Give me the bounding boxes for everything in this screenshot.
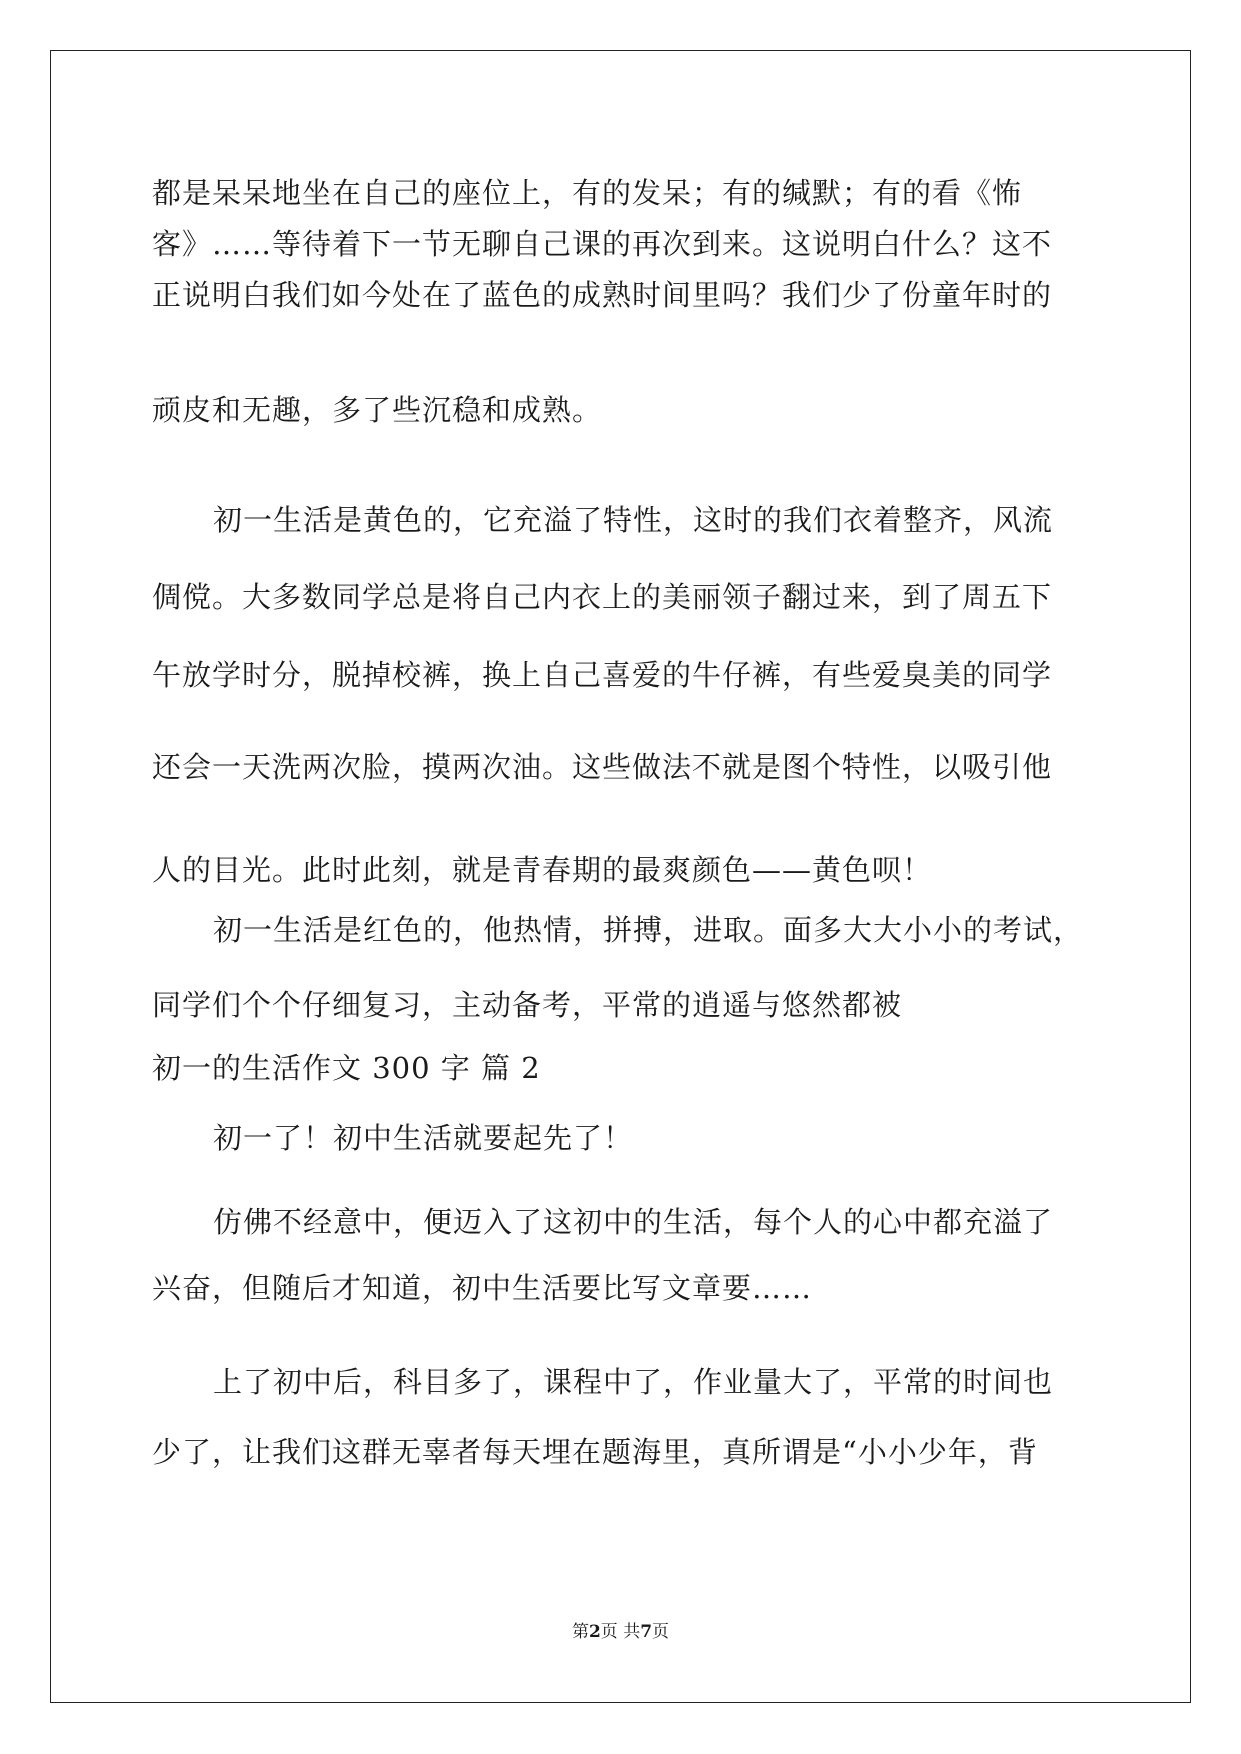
page-footer [0, 1620, 1241, 1644]
paragraph-start-line: 初一了！初中生活就要起先了！ [213, 1121, 634, 1155]
text-line: 兴奋，但随后才知道，初中生活要比写文章要…… [152, 1271, 813, 1305]
text-line: 倜傥。大多数同学总是将自己内衣上的美丽领子翻过来，到了周五下 [152, 580, 1053, 614]
text-line: 顽皮和无趣，多了些沉稳和成熟。 [152, 393, 603, 427]
text-line: 正说明白我们如今处在了蓝色的成熟时间里吗？我们少了份童年时的 [152, 278, 1053, 312]
text-line: 少了，让我们这群无辜者每天埋在题海里，真所谓是“小小少年，背 [152, 1435, 1038, 1469]
text-line: 还会一天洗两次脸，摸两次油。这些做法不就是图个特性，以吸引他 [152, 750, 1053, 784]
footer-mid: 页 共 [600, 1622, 641, 1642]
text-line: 都是呆呆地坐在自己的座位上，有的发呆；有的缄默；有的看《怖 [152, 176, 1023, 210]
current-page-number: 2 [588, 1622, 601, 1642]
paragraph-start-line: 仿佛不经意中，便迈入了这初中的生活，每个人的心中都充溢了 [213, 1205, 1054, 1239]
text-line: 人的目光。此时此刻，就是青春期的最爽颜色——黄色呗！ [152, 853, 933, 887]
text-line: 同学们个个仔细复习，主动备考，平常的逍遥与悠然都被 [152, 988, 903, 1022]
total-page-count: 7 [640, 1622, 653, 1642]
paragraph-start-line: 上了初中后，科目多了，课程中了，作业量大了，平常的时间也 [213, 1365, 1054, 1399]
paragraph-start-line: 初一生活是黄色的，它充溢了特性，这时的我们衣着整齐，风流 [213, 503, 1054, 537]
paragraph-start-line: 初一生活是红色的，他热情，拼搏，进取。面多大大小小的考试， [213, 913, 1084, 947]
footer-prefix: 第 [571, 1622, 589, 1642]
text-line: 客》……等待着下一节无聊自己课的再次到来。这说明白什么？这不 [152, 227, 1053, 261]
section-heading: 初一的生活作文 300 字 篇 2 [152, 1051, 541, 1085]
text-line: 午放学时分，脱掉校裤，换上自己喜爱的牛仔裤，有些爱臭美的同学 [152, 658, 1053, 692]
footer-suffix: 页 [652, 1622, 670, 1642]
